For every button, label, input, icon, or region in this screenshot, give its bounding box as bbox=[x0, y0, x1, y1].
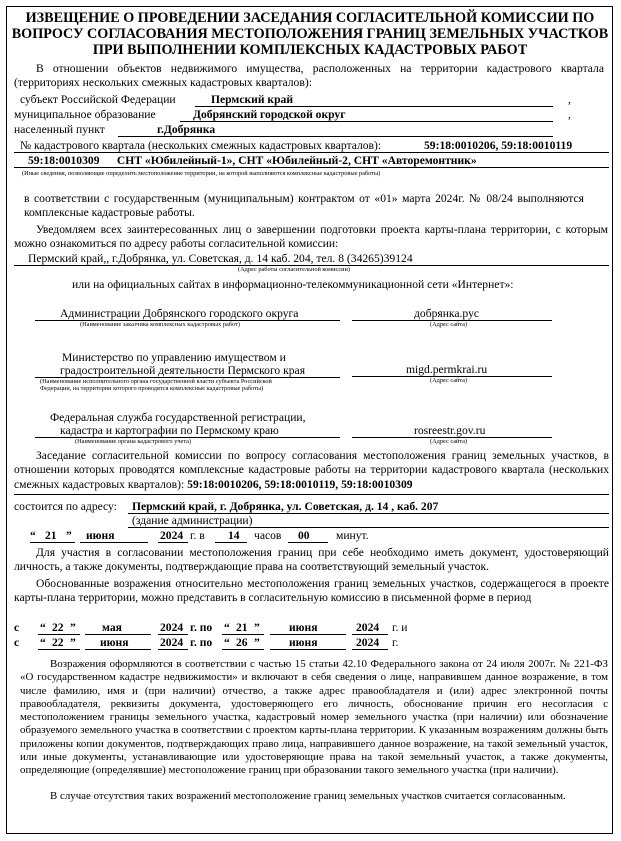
meeting-date-g-v: г. в bbox=[190, 529, 205, 542]
org3-caption: (Наименование органа кадастрового учета) bbox=[75, 438, 192, 445]
meeting-date-minute: 00 bbox=[298, 529, 310, 542]
period1-quote-open: “ bbox=[40, 621, 46, 634]
period1-day2-quote-close: ” bbox=[254, 621, 260, 634]
commission-address: Пермский край,, г.Добрянка, ул. Советская, д. 14 каб. 204, тел. 8 (34265)39124 bbox=[28, 252, 413, 265]
quarter-values-line2: 59:18:0010309 СНТ «Юбилейный-1», СНТ «Юбилейный-2, СНТ «Авторемонтник» bbox=[28, 154, 477, 167]
period2-day2-quote-close: ” bbox=[254, 636, 260, 649]
period1-day1-underline bbox=[38, 634, 80, 635]
period1-g-po: г. по bbox=[190, 621, 213, 634]
settlement-label: населенный пункт bbox=[14, 123, 105, 136]
municipality-underline bbox=[180, 121, 553, 122]
org3-name-line1: Федеральная служба государственной регистрации, bbox=[50, 411, 306, 424]
meeting-date-day: 21 bbox=[45, 529, 57, 542]
subject-label: субъект Российской Федерации bbox=[20, 93, 176, 106]
period1-quote-close: ” bbox=[70, 621, 76, 634]
comma-1: , bbox=[568, 93, 571, 106]
org3-site-caption: (Адрес сайта) bbox=[430, 438, 468, 445]
period2-year1-underline bbox=[158, 649, 188, 650]
meeting-paragraph bbox=[14, 449, 609, 492]
period2-day2: 26 bbox=[236, 636, 248, 649]
settlement-underline bbox=[118, 136, 553, 137]
meeting-place-caption-underline bbox=[128, 527, 609, 528]
period1-day1: 22 bbox=[52, 621, 64, 634]
period2-month2-underline bbox=[270, 649, 346, 650]
period1-s: с bbox=[14, 621, 20, 634]
period1-month1: мая bbox=[102, 621, 122, 634]
quarter-label: № кадастрового квартала (нескольких смежных кадастровых кварталов): bbox=[20, 139, 382, 152]
period2-day1-underline bbox=[38, 649, 80, 650]
period2-year2-underline bbox=[352, 649, 388, 650]
period1-end: г. и bbox=[392, 621, 408, 634]
org2-site: migd.permkrai.ru bbox=[406, 363, 488, 376]
org2-caption-line2: Федерации, на территории которого проводятся комплексные кадастровые работы) bbox=[40, 385, 264, 392]
period2-year2: 2024 bbox=[356, 636, 380, 649]
document-title: ИЗВЕЩЕНИЕ О ПРОВЕДЕНИИ ЗАСЕДАНИЯ СОГЛАСИТЕЛЬНОЙ КОМИССИИ ПО ВОПРОСУ СОГЛАСОВАНИЯ МЕСТОПОЛОЖЕНИЯ ГРАНИЦ ЗЕМЕЛЬНЫХ УЧАСТКОВ ПРИ ВЫПОЛНЕНИИ КОМПЛЕКСНЫХ КАДАСТРОВЫХ РАБОТ bbox=[11, 10, 609, 58]
period2-year1: 2024 bbox=[160, 636, 184, 649]
period1-year1: 2024 bbox=[160, 621, 184, 634]
settlement-value: г.Добрянка bbox=[157, 123, 216, 136]
org1-name: Администрации Добрянского городского округа bbox=[60, 307, 299, 320]
objections-rules-paragraph: Возражения оформляются в соответствии с частью 15 статьи 42.10 Федерального закона от 24 июля 2007г. № 221-ФЗ «О государственном кадастре недвижимости» и включают в себя сведения о лице, направившем данное возражение, в том числе фамилию, имя и (при наличии) отчество, а также адрес правообладателя и (или) адрес электронной почты правообладателя, реквизиты документа, удостоверяющего его личность, обоснование причин его несогласия с местоположением границы земельного участка, кадастровый номер земельного участка (при наличии) или обозначение образуемого земельного участка в соответствии с проектом карты-плана территории. К указанным возражениям должны быть приложены копии документов, подтверждающих право лица, направившего данное возражение, на такой земельный участок, или иные документы, устанавливающие или удостоверяющие права на такой земельный участок, а также документы, определяющие (определявшие) местоположение границ при образовании такого земельного участка (при наличии). bbox=[20, 658, 608, 777]
period1-month2: июня bbox=[289, 621, 318, 634]
commission-address-caption: (Адрес работы согласительной комиссии) bbox=[238, 266, 350, 273]
quarter-underline-2 bbox=[14, 167, 609, 168]
meeting-place-label: состоится по адресу: bbox=[14, 500, 117, 513]
period2-month1: июня bbox=[100, 636, 129, 649]
org1-caption: (Наименование заказчика комплексных кадастровых работ) bbox=[80, 321, 240, 328]
intro-paragraph: В отношении объектов недвижимого имущества, расположенных на территории кадастрового квартала (территориях нескольких смежных кадастровых кварталов): bbox=[14, 62, 604, 90]
org2-name-line2: градостроительной деятельности Пермского края bbox=[60, 364, 306, 377]
meeting-date-hour-underline bbox=[215, 542, 247, 543]
meeting-date-day-underline bbox=[30, 542, 75, 543]
period2-day1: 22 bbox=[52, 636, 64, 649]
period2-day2-quote-open: “ bbox=[224, 636, 230, 649]
period2-month1-underline bbox=[85, 649, 151, 650]
meeting-date-quote-close: ” bbox=[66, 529, 72, 542]
notify-paragraph: Уведомляем всех заинтересованных лиц о завершении подготовки проекта карты-плана территории, с которым можно ознакомиться по адресу работы согласительной комиссии: bbox=[14, 223, 608, 251]
meeting-quarters-underline bbox=[14, 494, 609, 495]
subject-value: Пермский край bbox=[211, 93, 294, 106]
quarter-values-line1: 59:18:0010206, 59:18:0010119 bbox=[424, 139, 573, 152]
period2-end: г. bbox=[392, 636, 399, 649]
comma-2: , bbox=[568, 108, 571, 121]
municipality-label: муниципальное образование bbox=[14, 108, 156, 121]
org2-name-line1: Министерство по управлению имуществом и bbox=[62, 351, 286, 364]
period1-year2-underline bbox=[352, 634, 388, 635]
period2-day2-underline bbox=[222, 649, 264, 650]
org1-site-caption: (Адрес сайта) bbox=[430, 321, 468, 328]
meeting-date-month: июня bbox=[86, 529, 115, 542]
meeting-date-quote-open: “ bbox=[30, 529, 36, 542]
meeting-place-caption: (здание администрации) bbox=[132, 514, 253, 527]
period1-year2: 2024 bbox=[356, 621, 380, 634]
org2-site-caption: (Адрес сайта) bbox=[430, 377, 468, 384]
meeting-date-month-underline bbox=[80, 542, 148, 543]
other-info-caption: (Иные сведения, позволяющие определить местоположение территории, на которой выполняются комплексные кадастровые работы) bbox=[22, 170, 381, 177]
period2-quote-close: ” bbox=[70, 636, 76, 649]
period2-g-po: г. по bbox=[190, 636, 213, 649]
quarter-underline-1 bbox=[14, 152, 609, 153]
org3-site: rosreestr.gov.ru bbox=[414, 424, 486, 437]
meeting-date-minutes-word: минут. bbox=[336, 529, 369, 542]
period2-s: с bbox=[14, 636, 20, 649]
meeting-quarters: 59:18:0010206, 59:18:0010119, 59:18:0010309 bbox=[187, 477, 413, 491]
meeting-date-hour: 14 bbox=[228, 529, 240, 542]
contract-paragraph: в соответствии с государственным (муниципальным) контрактом от «01» марта 2024г. № 08/24 выполняются комплексные кадастровые работы. bbox=[24, 192, 584, 220]
meeting-text: Заседание согласительной комиссии по вопросу согласования местоположения границ земельных участков, в отношении которых проводятся комплексные кадастровые работы на территории кадастрового квартала (нескольких смежных кадастровых кварталов): bbox=[14, 449, 609, 491]
meeting-date-year-underline bbox=[158, 542, 188, 543]
period1-month1-underline bbox=[85, 634, 151, 635]
period1-year1-underline bbox=[158, 634, 188, 635]
period2-quote-open: “ bbox=[40, 636, 46, 649]
websites-intro: или на официальных сайтах в информационно-телекоммуникационной сети «Интернет»: bbox=[72, 278, 514, 291]
final-paragraph: В случае отсутствия таких возражений местоположение границ земельных участков считается согласованным. bbox=[50, 790, 566, 802]
participation-paragraph: Для участия в согласовании местоположения границ при себе необходимо иметь документ, удостоверяющий личность, а также документы, подтверждающие права на соответствующий земельный участок. bbox=[14, 546, 609, 574]
meeting-date-year: 2024 bbox=[160, 529, 184, 542]
meeting-place-value: Пермский край, г. Добрянка, ул. Советская, д. 14 , каб. 207 bbox=[132, 500, 439, 513]
period1-day2-quote-open: “ bbox=[224, 621, 230, 634]
period1-month2-underline bbox=[270, 634, 346, 635]
org1-site: добрянка.рус bbox=[414, 307, 480, 320]
meeting-date-hours-word: часов bbox=[254, 529, 282, 542]
org2-caption-line1: (Наименование исполнительного органа государственной власти субъекта Российской bbox=[40, 378, 272, 385]
municipality-value: Добрянский городской округ bbox=[193, 108, 346, 121]
period2-month2: июня bbox=[289, 636, 318, 649]
subject-underline bbox=[195, 106, 553, 107]
period1-day2: 21 bbox=[236, 621, 248, 634]
objections-paragraph: Обоснованные возражения относительно местоположения границ земельных участков, содержащегося в проекте карты-плана территории, можно представить в согласительную комиссию в письменной форме в период bbox=[14, 577, 609, 605]
org3-name-line2: кадастра и картографии по Пермскому краю bbox=[60, 424, 279, 437]
meeting-date-minute-underline bbox=[288, 542, 328, 543]
period1-day2-underline bbox=[222, 634, 264, 635]
